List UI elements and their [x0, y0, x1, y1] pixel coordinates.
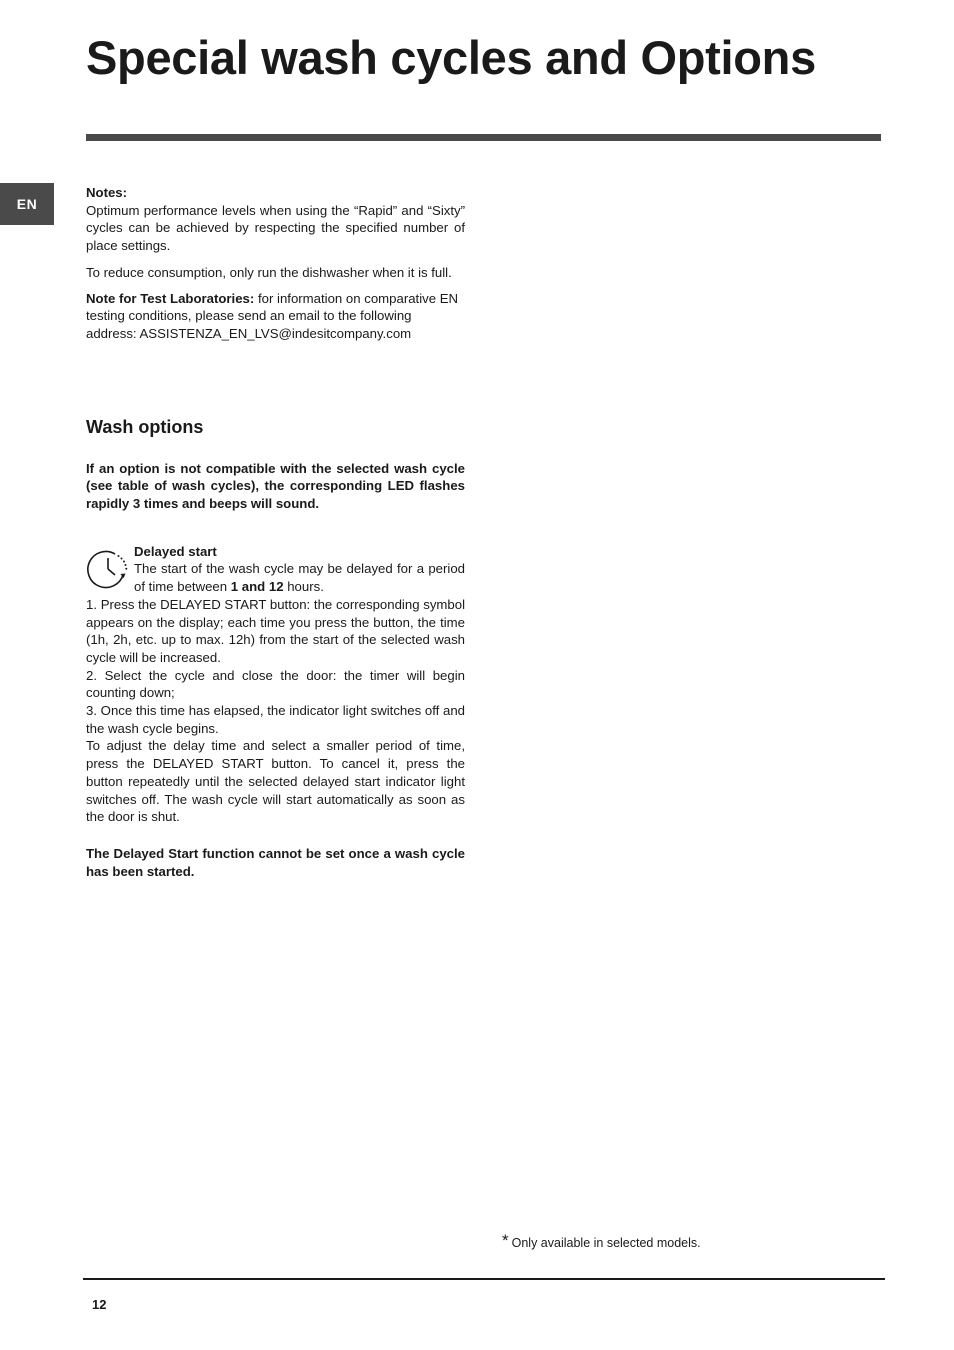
- footnote: [502, 1231, 701, 1256]
- header-rule: [86, 134, 881, 141]
- adjust-instructions: To adjust the delay time and select a smaller period of time, press the DELAYED START button. To cancel it, press the button repeatedly until the selected delayed start indicator light switches off. The wash cycle will start automatically as soon as the door is shut.: [86, 738, 465, 825]
- footnote-marker: *: [502, 1231, 509, 1250]
- step-2: 2. Select the cycle and close the door: the timer will begin counting down;: [86, 667, 465, 701]
- step-1: 1. Press the DELAYED START button: the corresponding symbol appears on the display; each time you press the button, the time (1h, 2h, etc. up to max. 12h) from the start of the selected wash cycle will be increased.: [86, 596, 465, 665]
- intro-range: 1 and 12: [230, 579, 284, 595]
- test-lab-label: Note for Test Laboratories:: [86, 290, 255, 306]
- page-title: Special wash cycles and Options: [86, 31, 816, 84]
- page-number: 12: [92, 1297, 107, 1312]
- clock-delay-icon: [86, 544, 134, 592]
- step-3: 3. Once this time has elapsed, the indicator light switches off and the wash cycle begins.: [86, 703, 465, 736]
- footer-rule: [83, 1278, 885, 1280]
- wash-options-title: Wash options: [86, 416, 204, 437]
- left-column: [86, 184, 465, 880]
- delayed-start-heading: Delayed start: [134, 543, 217, 559]
- intro-text: The start of the wash cycle may be delayed for a period of time between: [134, 561, 465, 595]
- notes-paragraph-1: Optimum performance levels when using the “Rapid” and “Sixty” cycles can be achieved by respecting the specified number of place settings.: [86, 202, 465, 254]
- footnote-text: Only available in selected models.: [511, 1236, 701, 1250]
- delayed-start-steps: [86, 596, 465, 826]
- test-lab-note: [86, 290, 465, 343]
- delayed-start-final-note: The Delayed Start function cannot be set once a wash cycle has been started.: [86, 845, 465, 879]
- intro-unit: hours.: [283, 579, 324, 595]
- delayed-start-intro: [134, 560, 465, 595]
- notes-paragraph-2: To reduce consumption, only run the dishwasher when it is full.: [86, 264, 452, 280]
- notes-heading: Notes:: [86, 185, 128, 200]
- delayed-start-section: [86, 543, 465, 881]
- test-lab-text: for information on comparative EN testing conditions, please send an email to the following address: ASSISTENZA_EN_LVS@indesitcompany.com: [86, 290, 459, 341]
- language-tab: EN: [0, 183, 54, 225]
- compatibility-warning: If an option is not compatible with the selected wash cycle (see table of wash cycles), the corresponding LED flashes rapidly 3 times and beeps will sound.: [86, 460, 465, 512]
